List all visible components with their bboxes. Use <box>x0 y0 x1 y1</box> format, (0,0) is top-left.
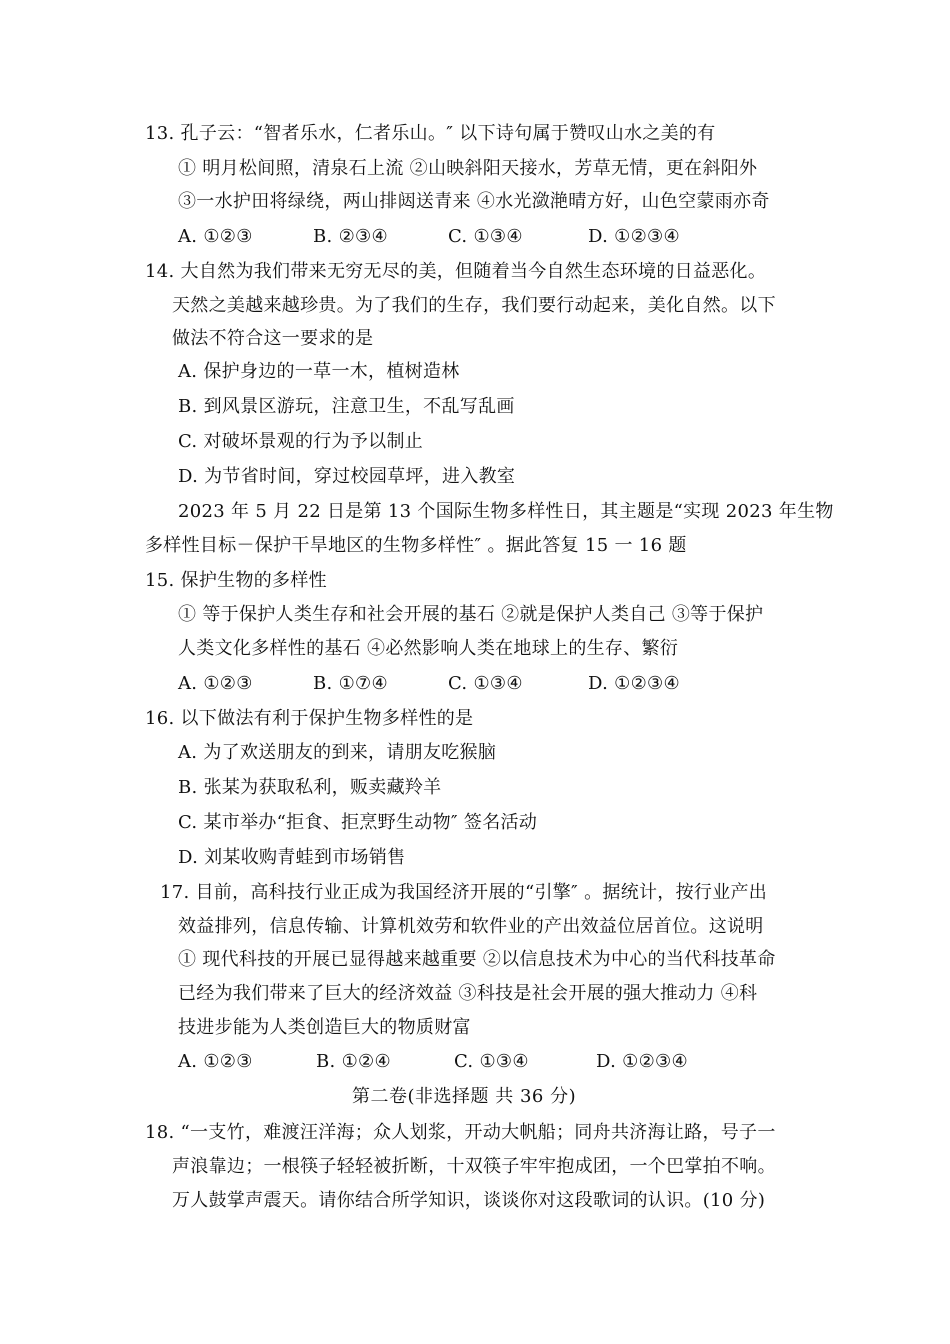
q15-stem: 15. 保护生物的多样性 <box>145 570 327 591</box>
q17-items-line1: ① 现代科技的开展已显得越来越重要 ②以信息技术为中心的当代科技革命 <box>178 949 776 970</box>
q13-stem: 13. 孔子云：“智者乐水，仁者乐山。″ 以下诗句属于赞叹山水之美的有 <box>145 123 716 144</box>
q17-options <box>178 1050 688 1074</box>
intro-line1: 2023 年 5 月 22 日是第 13 个国际生物多样性日，其主题是“实现 2023 年生物 <box>178 501 834 522</box>
q17-stem-line2: 效益排列，信息传输、计算机效劳和软件业的产出效益位居首位。这说明 <box>178 916 764 937</box>
q14-stem-line1: 14. 大自然为我们带来无穷无尽的美，但随着当今自然生态环境的日益恶化。 <box>145 261 767 282</box>
q13-items-line1: ① 明月松间照，清泉石上流 ②山映斜阳天接水，芳草无情，更在斜阳外 <box>178 158 758 179</box>
q15-options <box>178 672 680 696</box>
q15-option-a: A. ①②③ <box>178 673 253 694</box>
q16-option-a: A. 为了欢送朋友的到来，请朋友吃猴脑 <box>178 742 497 763</box>
q13-option-c: C. ①③④ <box>448 226 523 247</box>
q18-line2: 声浪靠边；一根筷子轻轻被折断，十双筷子牢牢抱成团，一个巴掌拍不响。 <box>172 1156 776 1177</box>
q17-items-line2: 已经为我们带来了巨大的经济效益 ③科技是社会开展的强大推动力 ④科 <box>178 983 758 1004</box>
q13-items-line2: ③一水护田将绿绕，两山排闼送青来 ④水光潋滟晴方好，山色空蒙雨亦奇 <box>178 191 770 212</box>
q15-option-b: B. ①⑦④ <box>313 673 388 694</box>
q15-option-c: C. ①③④ <box>448 673 523 694</box>
intro-line2: 多样性目标－保护干旱地区的生物多样性″ 。据此答复 15 一 16 题 <box>145 535 687 556</box>
q17-option-c: C. ①③④ <box>454 1051 529 1072</box>
q15-option-d: D. ①②③④ <box>588 673 680 694</box>
q17-items-line3: 技进步能为人类创造巨大的物质财富 <box>178 1017 471 1038</box>
q17-option-d: D. ①②③④ <box>596 1051 688 1072</box>
q17-option-b: B. ①②④ <box>316 1051 391 1072</box>
q14-option-c: C. 对破坏景观的行为予以制止 <box>178 431 424 452</box>
q13-option-b: B. ②③④ <box>313 226 388 247</box>
q16-option-c: C. 某市举办“拒食、拒烹野生动物″ 签名活动 <box>178 812 538 833</box>
q16-option-d: D. 刘某收购青蛙到市场销售 <box>178 847 406 868</box>
q17-stem-line1: 17. 目前，高科技行业正成为我国经济开展的“引擎″ 。据统计，按行业产出 <box>160 882 768 903</box>
q16-stem: 16. 以下做法有利于保护生物多样性的是 <box>145 708 474 729</box>
q13-option-a: A. ①②③ <box>178 226 253 247</box>
q15-items-line2: 人类文化多样性的基石 ④必然影响人类在地球上的生存、繁衍 <box>178 638 679 659</box>
q16-option-b: B. 张某为获取私利，贩卖藏羚羊 <box>178 777 442 798</box>
q13-options <box>178 225 680 249</box>
q13-option-d: D. ①②③④ <box>588 226 680 247</box>
q15-items-line1: ① 等于保护人类生存和社会开展的基石 ②就是保护人类自己 ③等于保护 <box>178 604 764 625</box>
q14-option-b: B. 到风景区游玩，注意卫生，不乱写乱画 <box>178 396 515 417</box>
q14-stem-line3: 做法不符合这一要求的是 <box>172 328 374 349</box>
section-title: 第二卷(非选择题 共 36 分) <box>352 1086 577 1107</box>
q14-stem-line2: 天然之美越来越珍贵。为了我们的生存，我们要行动起来，美化自然。以下 <box>172 295 776 316</box>
q14-option-d: D. 为节省时间，穿过校园草坪，进入教室 <box>178 466 516 487</box>
q18-line1: 18. “一支竹，难渡汪洋海；众人划浆，开动大帆船；同舟共济海让路，号子一 <box>145 1122 776 1143</box>
q18-line3: 万人鼓掌声震天。请你结合所学知识，谈谈你对这段歌词的认识。(10 分) <box>172 1190 766 1211</box>
q14-option-a: A. 保护身边的一草一木，植树造林 <box>178 361 460 382</box>
q17-option-a: A. ①②③ <box>178 1051 253 1072</box>
